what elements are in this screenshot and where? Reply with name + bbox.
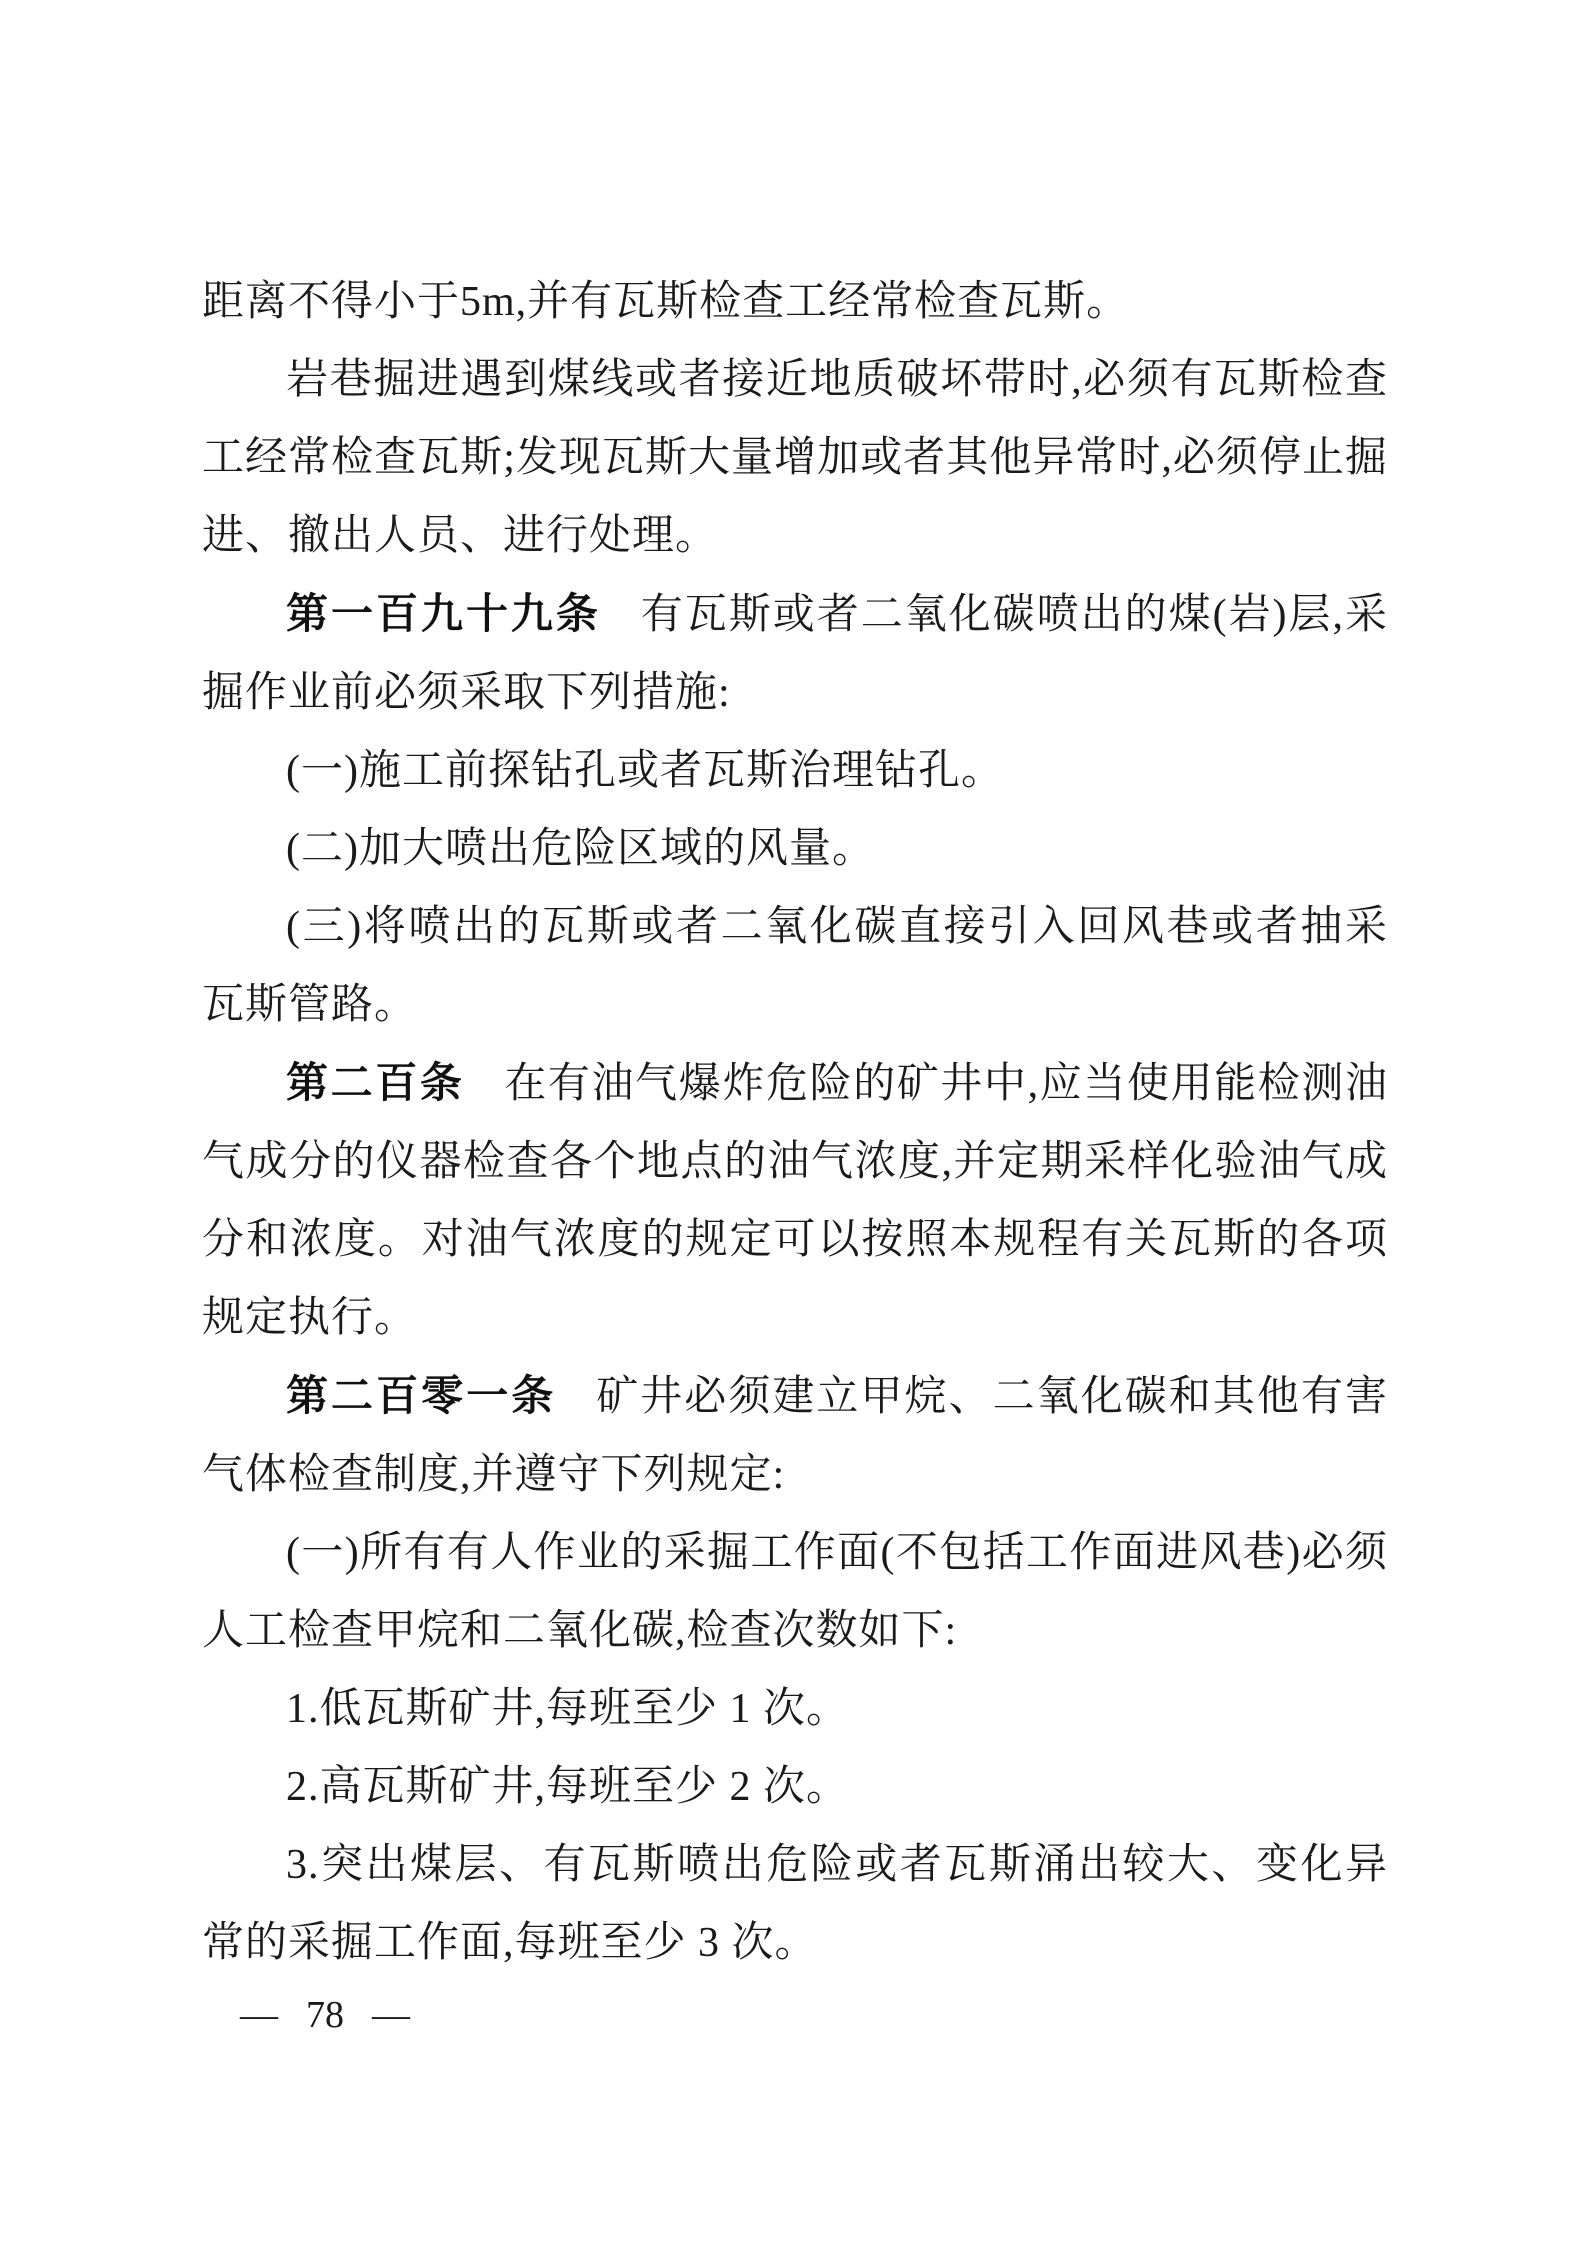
paragraph: 距离不得小于5m,并有瓦斯检查工经常检查瓦斯。 <box>202 279 1130 325</box>
document-body <box>202 263 1388 1982</box>
footer-page-number: 78 <box>306 1994 344 2036</box>
article-heading: 第二百零一条 <box>286 1372 557 1419</box>
paragraph: (三)将喷出的瓦斯或者二氧化碳直接引入回风巷或者抽采瓦斯管路。 <box>202 904 1388 1028</box>
paragraph: 3.突出煤层、有瓦斯喷出危险或者瓦斯涌出较大、变化异常的采掘工作面,每班至少 3 次。 <box>202 1842 1388 1966</box>
paragraph: (一)施工前探钻孔或者瓦斯治理钻孔。 <box>286 748 1004 794</box>
paragraph: 第二百条 在有油气爆炸危险的矿井中,应当使用能检测油气成分的仪器检查各个地点的油气浓度,并定期采样化验油气成分和浓度。对油气浓度的规定可以按照本规程有关瓦斯的各项规定执行。 <box>202 1059 1388 1341</box>
paragraph: (二)加大喷出危险区域的风量。 <box>286 826 875 872</box>
paragraph: 第一百九十九条 有瓦斯或者二氧化碳喷出的煤(岩)层,采掘作业前必须采取下列措施: <box>202 590 1388 716</box>
article-heading: 第一百九十九条 <box>286 590 601 637</box>
article-heading: 第二百条 <box>286 1059 465 1106</box>
paragraph: 2.高瓦斯矿井,每班至少 2 次。 <box>286 1764 850 1810</box>
paragraph: 岩巷掘进遇到煤线或者接近地质破坏带时,必须有瓦斯检查工经常检查瓦斯;发现瓦斯大量增加或者其他异常时,必须停止掘进、撤出人员、进行处理。 <box>202 357 1388 559</box>
paragraph: (一)所有有人作业的采掘工作面(不包括工作面进风巷)必须人工检查甲烷和二氧化碳,检查次数如下: <box>202 1530 1388 1654</box>
page-footer <box>240 1985 410 2045</box>
paragraph: 1.低瓦斯矿井,每班至少 1 次。 <box>286 1686 850 1732</box>
paragraph: 第二百零一条 矿井必须建立甲烷、二氧化碳和其他有害气体检查制度,并遵守下列规定: <box>202 1372 1388 1498</box>
footer-dash-left: — <box>240 1994 278 2036</box>
footer-dash-right: — <box>372 1994 410 2036</box>
